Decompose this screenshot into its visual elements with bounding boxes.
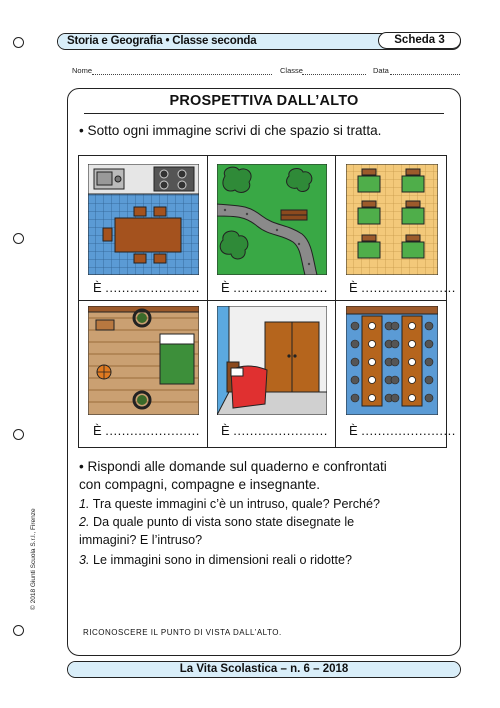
question-3: 3. Le immagini sono in dimensioni reali o ridotte? [79,553,353,567]
answer-line-4[interactable]: È ....................... [93,423,200,438]
date-field[interactable] [390,74,460,75]
answer-line-3[interactable]: È ....................... [349,280,456,295]
question-2-cont: immagini? E l’intruso? [79,533,203,547]
answer-line-6[interactable]: È ....................... [349,423,456,438]
binder-hole-bottom [13,625,24,636]
page-title: PROSPETTIVA DALL’ALTO [169,93,359,109]
name-field[interactable] [92,74,272,75]
copyright-text: © 2018 Giunti Scuola S.r.l., Firenze [30,508,37,610]
footer-text: La Vita Scolastica – n. 6 – 2018 [179,663,349,675]
subject-label: Storia e Geografia • Classe seconda [67,35,257,47]
date-label: Data [373,66,389,75]
class-label: Classe [280,66,303,75]
bedroom-perspective-icon [217,306,327,415]
question-1: 1. Tra queste immagini c’è un intruso, quale? Perché? [79,497,381,511]
title-divider [84,113,444,114]
instruction-text: • Sotto ogni immagine scrivi di che spazio si tratta. [79,123,382,138]
name-label: Nome [72,66,93,75]
park-topview-icon [217,164,327,275]
task-line-1: • Rispondi alle domande sul quaderno e confrontati [79,459,387,474]
header-bar [57,33,461,50]
binder-hole-top [13,37,24,48]
kitchen-topview-icon [88,164,199,275]
question-2: 2. Da quale punto di vista sono state disegnate le [79,515,355,529]
restaurant-topview-icon [346,306,438,415]
objective-text: RICONOSCERE IL PUNTO DI VISTA DALL’ALTO. [83,628,282,637]
answer-line-2[interactable]: È ....................... [221,280,328,295]
scheda-badge: Scheda 3 [378,32,461,49]
answer-line-1[interactable]: È ....................... [93,280,200,295]
binder-hole-upper [13,233,24,244]
classroom-topview-icon [346,164,438,275]
class-field[interactable] [302,74,366,75]
task-line-2: con compagni, compagne e insegnante. [79,477,321,492]
footer-bar [67,661,461,678]
bedroom-wood-floor-topview-icon [88,306,199,415]
answer-line-5[interactable]: È ....................... [221,423,328,438]
binder-hole-lower [13,429,24,440]
